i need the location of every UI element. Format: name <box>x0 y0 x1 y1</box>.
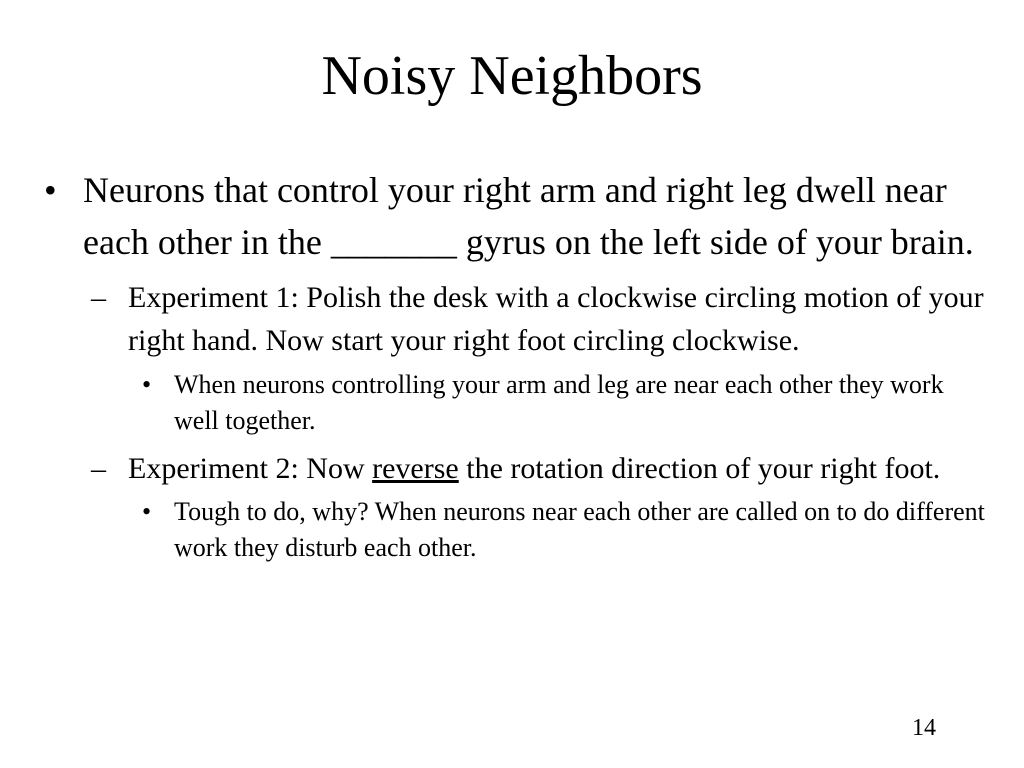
subbullet-marker: – <box>91 452 106 485</box>
experiment-1-text: Experiment 1: Polish the desk with a clockwise circling motion of your right hand. Now start your right foot circling clockwise. <box>128 281 984 357</box>
slide-title: Noisy Neighbors <box>321 45 703 107</box>
note-marker: • <box>142 370 152 399</box>
bullet-text: Neurons that control your right arm and right leg dwell near each other in the _______ gyrus on the left side of your brain. <box>83 170 974 262</box>
slide-page-number: 14 <box>912 715 936 741</box>
note-marker: • <box>142 497 152 526</box>
bullet-neurons-location <box>36 164 986 268</box>
slide-content <box>36 164 986 566</box>
subbullet-marker: – <box>91 281 106 314</box>
note-neurons-disturb <box>128 494 986 566</box>
experiment-2-suffix: the rotation direction of your right foot. <box>458 452 941 485</box>
bullet-marker: • <box>44 170 57 210</box>
reverse-emphasis: reverse <box>372 452 459 485</box>
experiment-2-text <box>128 447 986 490</box>
note-1-text: When neurons controlling your arm and leg are near each other they work well together. <box>174 370 944 435</box>
experiment-2 <box>83 447 986 490</box>
note-2-text: Tough to do, why? When neurons near each other are called on to do different work they disturb each other. <box>174 497 985 562</box>
experiment-2-prefix: Experiment 2: Now <box>128 452 373 485</box>
note-neurons-together <box>128 367 986 439</box>
experiment-1 <box>83 276 986 362</box>
